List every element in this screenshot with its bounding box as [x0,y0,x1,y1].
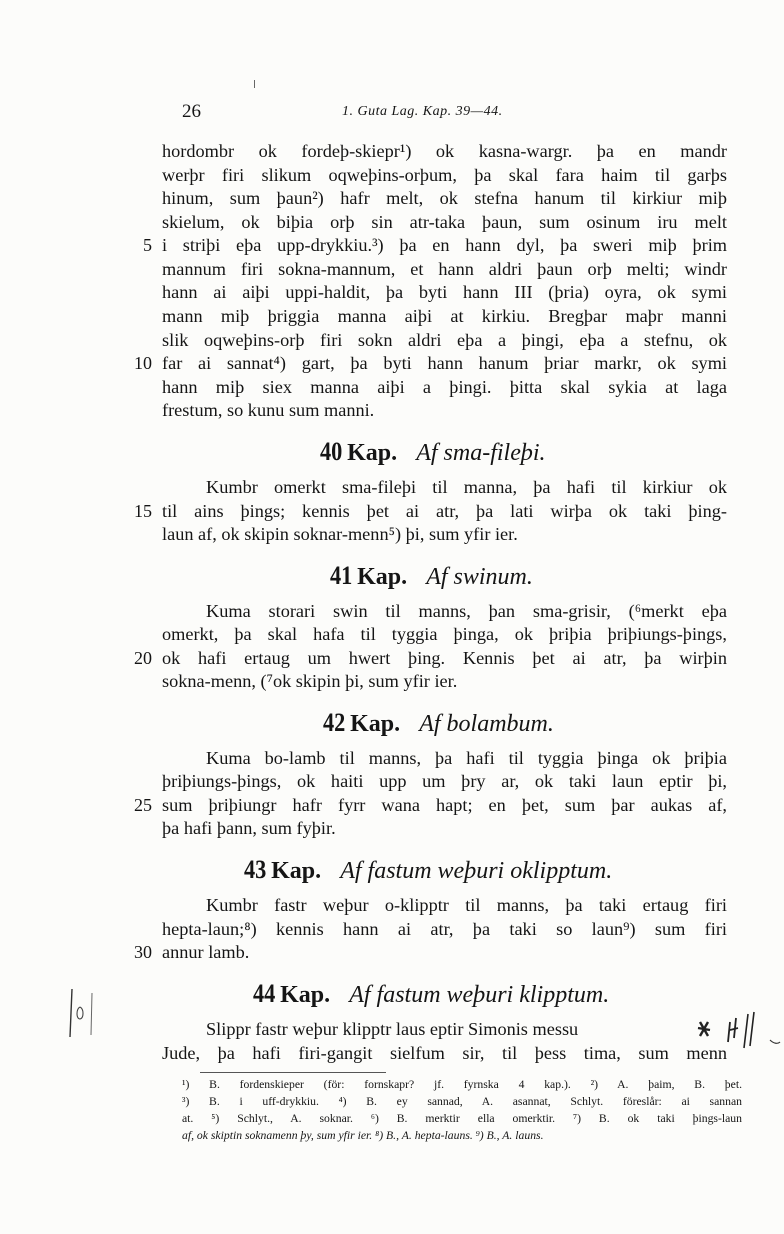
chapter-title: Af fastum weþuri klipptum. [349,982,610,1008]
text-line: Kumbr fastr weþur o-klipptr til manns, þa taki ertaug firi [206,895,727,915]
page-number: 26 [182,101,201,122]
text-line: hann miþ siex manna aiþi a þingi. þitta skal sykia at laga [162,377,727,397]
print-mark [254,80,255,88]
chapter-heading [253,980,609,1011]
chapter-kap: Kap. [357,564,408,590]
chapter-number: 44 [253,979,276,1008]
chapter-number: 42 [323,708,346,737]
footnote-line: ¹) B. fordenskieper (för: fornskapr? jf. fyrnska 4 kap.). ²) A. þaim, B. þet. [182,1078,742,1091]
line-number: 20 [134,648,152,668]
text-line: annur lamb. [162,942,250,962]
chapter-title: Af fastum weþuri oklipptum. [340,858,613,884]
text-line: Jude, þa hafi firi-gangit sielfum sir, til þess tima, sum menn [162,1043,727,1063]
text-line: far ai sannat⁴) gart, þa byti hann hanum þriar markr, ok symi [162,353,727,373]
footnote-line: af, ok skiptin soknamenn þy, sum yfir ier. ⁸) B., A. hepta-launs. ⁹) B., A. launs. [182,1129,544,1142]
line-number: 25 [134,795,152,815]
text-line: laun af, ok skipin soknar-menn⁵) þi, sum yfir ier. [162,524,518,544]
text-line: hann ai aiþi uppi-haldit, þa byti hann III (þria) oyra, ok symi [162,282,727,302]
text-line: mannum firi sokna-mannum, et hann aldri þaun orþ melti; windr [162,259,727,279]
chapter-kap: Kap. [280,982,331,1008]
chapter-number: 40 [320,437,343,466]
chapter-title: Af bolambum. [419,711,554,737]
chapter-title: Af swinum. [426,564,533,590]
chapter-number: 43 [244,855,267,884]
chapter-title: Af sma-fileþi. [416,440,546,466]
chapter-heading [330,562,533,593]
text-line: til ains þings; kennis þet ai atr, þa lati wirþa ok taki þing- [162,501,727,521]
text-line: hepta-laun;⁸) kennis hann ai atr, þa taki so laun⁹) sum firi [162,919,727,939]
chapter-heading [244,856,612,887]
chapter-kap: Kap. [350,711,401,737]
text-line: Slippr fastr weþur klipptr laus eptir Simonis messu [206,1019,579,1039]
chapter-kap: Kap. [271,858,322,884]
chapter-kap: Kap. [347,440,398,466]
text-line: slik oqweþins-orþ firi sokn aldri eþa a þingi, eþa a stefnu, ok [162,330,727,350]
text-line: ok hafi ertaug um hwert þing. Kennis þet ai atr, þa wirþin [162,648,727,668]
text-line: i striþi eþa upp-drykkiu.³) þa en hann dyl, þa sweri miþ þrim [162,235,727,255]
text-line: Kuma bo-lamb til manns, þa hafi til tyggia þinga ok þriþia [206,748,727,768]
text-line: skielum, ok biþia orþ sin atr-taka þaun, sum osinum iru melt [162,212,727,232]
text-line: mann miþ þriggia manna aiþi at kirkiu. Bregþar maþr manni [162,306,727,326]
running-title: 1. Guta Lag. Kap. 39—44. [342,104,503,119]
text-line: frestum, so kunu sum manni. [162,400,375,420]
text-line: hinum, sum þaun²) hafr melt, ok stefna hanum til kirkiur miþ [162,188,727,208]
footnote-line: at. ⁵) Schlyt., A. soknar. ⁶) B. merktir ella omerktir. ⁷) B. ok taki þings-laun [182,1112,742,1125]
handwritten-margin-mark [694,1008,784,1058]
text-line: sum þriþiungr hafr fyrr wana hapt; en þet, sum þar aukas af, [162,795,727,815]
line-number: 10 [134,353,152,373]
text-line: þa hafi þann, sum fyþir. [162,818,336,838]
text-line: Kumbr omerkt sma-fileþi til manna, þa hafi til kirkiur ok [206,477,727,497]
text-line: Kuma storari swin til manns, þan sma-grisir, (⁶merkt eþa [206,601,727,621]
footnote-rule [200,1072,386,1073]
footnote-line: ³) B. i uff-drykkiu. ⁴) B. ey sannad, A. asannat, Schlyt. föreslår: ai sannan [182,1095,742,1108]
text-line: hordombr ok fordeþ-skiepr¹) ok kasna-wargr. þa en mandr [162,141,727,161]
text-line: werþr firi slikum oqweþins-orþum, þa skal fara haim til garþs [162,165,727,185]
handwritten-margin-mark [64,985,104,1045]
text-line: sokna-menn, (⁷ok skipin þi, sum yfir ier. [162,671,458,691]
line-number: 30 [134,942,152,962]
line-number: 5 [143,235,152,255]
chapter-number: 41 [330,561,353,590]
running-head [182,101,742,125]
line-number: 15 [134,501,152,521]
text-line: omerkt, þa skal hafa til tyggia þinga, ok þriþia þriþiungs-þings, [162,624,727,644]
text-line: þriþiungs-þings, ok haiti upp um þry ar, ok taki laun eptir þi, [162,771,727,791]
chapter-heading [320,438,546,469]
chapter-heading [323,709,554,740]
